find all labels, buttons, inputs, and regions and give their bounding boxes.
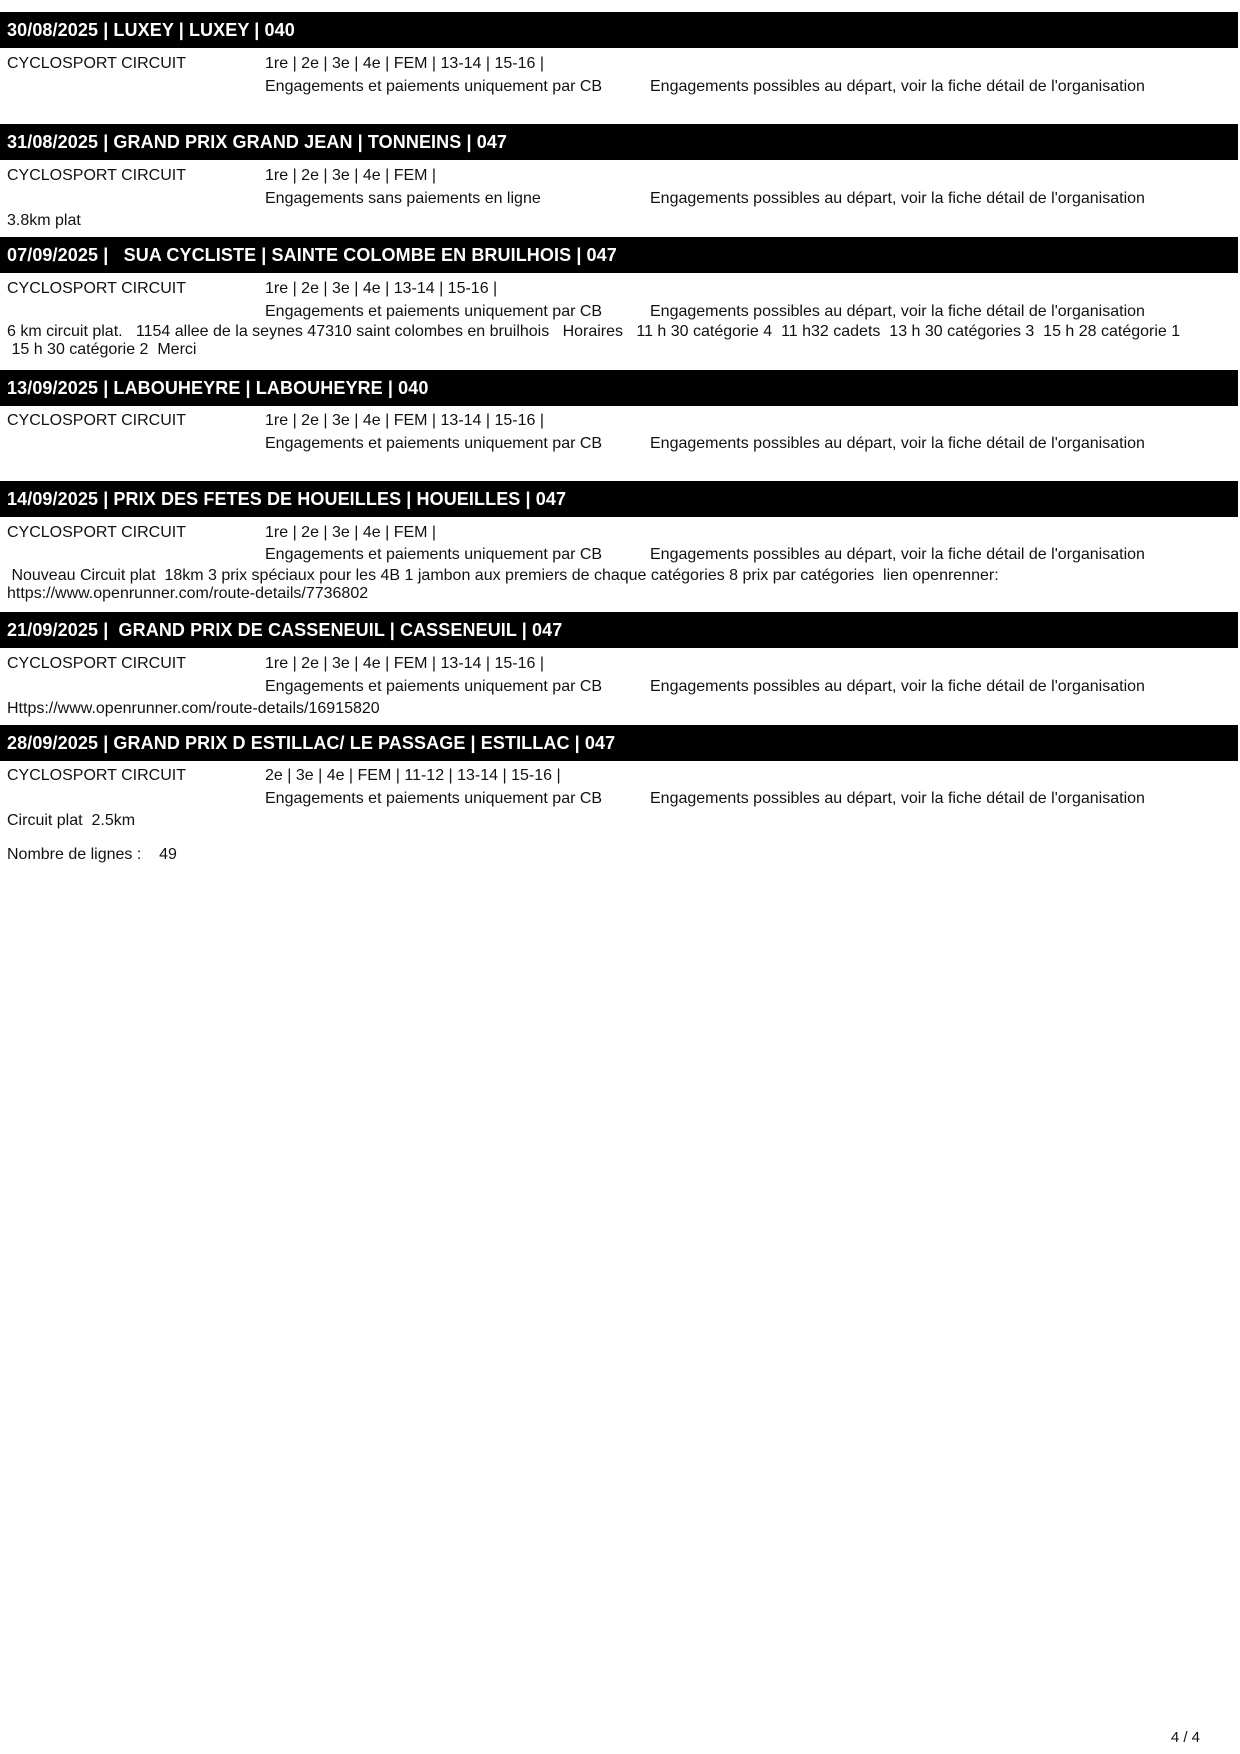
event-type: CYCLOSPORT CIRCUIT <box>7 655 186 672</box>
event-type: CYCLOSPORT CIRCUIT <box>7 412 186 429</box>
event-type: CYCLOSPORT CIRCUIT <box>7 524 186 541</box>
event-categories: 1re | 2e | 3e | 4e | FEM | 13-14 | 15-16 | <box>265 55 545 72</box>
page-number: 4 / 4 <box>1170 1729 1200 1746</box>
event-payment: Engagements et paiements uniquement par CB <box>265 303 603 320</box>
event-categories: 1re | 2e | 3e | 4e | FEM | 13-14 | 15-16 | <box>265 412 545 429</box>
event-payment: Engagements et paiements uniquement par CB <box>265 435 603 452</box>
event-header: 28/09/2025 | GRAND PRIX D ESTILLAC/ LE PASSAGE | ESTILLAC | 047 <box>0 725 1238 761</box>
line-count: Nombre de lignes : 49 <box>7 846 177 863</box>
event-note: Circuit plat 2.5km <box>7 812 136 829</box>
event-header: 07/09/2025 | SUA CYCLISTE | SAINTE COLOMBE EN BRUILHOIS | 047 <box>0 237 1238 273</box>
event-type: CYCLOSPORT CIRCUIT <box>7 767 186 784</box>
event-payment: Engagements et paiements uniquement par CB <box>265 546 603 563</box>
event-start-info: Engagements possibles au départ, voir la fiche détail de l'organisation <box>650 435 1145 452</box>
event-categories: 1re | 2e | 3e | 4e | 13-14 | 15-16 | <box>265 280 498 297</box>
event-categories: 1re | 2e | 3e | 4e | FEM | 13-14 | 15-16 | <box>265 655 545 672</box>
event-categories: 1re | 2e | 3e | 4e | FEM | <box>265 167 437 184</box>
event-note: Https://www.openrunner.com/route-details/16915820 <box>7 700 380 717</box>
event-start-info: Engagements possibles au départ, voir la fiche détail de l'organisation <box>650 790 1145 807</box>
event-start-info: Engagements possibles au départ, voir la fiche détail de l'organisation <box>650 303 1145 320</box>
event-header: 13/09/2025 | LABOUHEYRE | LABOUHEYRE | 040 <box>0 370 1238 406</box>
event-note: 3.8km plat <box>7 212 81 229</box>
event-payment: Engagements et paiements uniquement par CB <box>265 678 603 695</box>
event-note: Nouveau Circuit plat 18km 3 prix spéciaux pour les 4B 1 jambon aux premiers de chaque catégories 8 prix par catégories lien openrenner: https://www.openrunner.com/route-details/7736802 <box>7 567 999 602</box>
event-start-info: Engagements possibles au départ, voir la fiche détail de l'organisation <box>650 546 1145 563</box>
event-type: CYCLOSPORT CIRCUIT <box>7 55 186 72</box>
event-start-info: Engagements possibles au départ, voir la fiche détail de l'organisation <box>650 78 1145 95</box>
event-start-info: Engagements possibles au départ, voir la fiche détail de l'organisation <box>650 678 1145 695</box>
event-start-info: Engagements possibles au départ, voir la fiche détail de l'organisation <box>650 190 1145 207</box>
event-header: 30/08/2025 | LUXEY | LUXEY | 040 <box>0 12 1238 48</box>
event-categories: 1re | 2e | 3e | 4e | FEM | <box>265 524 437 541</box>
event-payment: Engagements et paiements uniquement par CB <box>265 790 603 807</box>
event-type: CYCLOSPORT CIRCUIT <box>7 280 186 297</box>
event-payment: Engagements et paiements uniquement par CB <box>265 78 603 95</box>
event-header: 31/08/2025 | GRAND PRIX GRAND JEAN | TONNEINS | 047 <box>0 124 1238 160</box>
event-header: 21/09/2025 | GRAND PRIX DE CASSENEUIL | CASSENEUIL | 047 <box>0 612 1238 648</box>
event-categories: 2e | 3e | 4e | FEM | 11-12 | 13-14 | 15-16 | <box>265 767 561 784</box>
event-note: 6 km circuit plat. 1154 allee de la seynes 47310 saint colombes en bruilhois Horaires 11 h 30 catégorie 4 11 h32 cadets 13 h 30 catégories 3 15 h 28 catégorie 1 15 h 30 catégorie 2 Merci <box>7 323 1181 358</box>
event-header: 14/09/2025 | PRIX DES FETES DE HOUEILLES | HOUEILLES | 047 <box>0 481 1238 517</box>
event-payment: Engagements sans paiements en ligne <box>265 190 541 207</box>
event-type: CYCLOSPORT CIRCUIT <box>7 167 186 184</box>
